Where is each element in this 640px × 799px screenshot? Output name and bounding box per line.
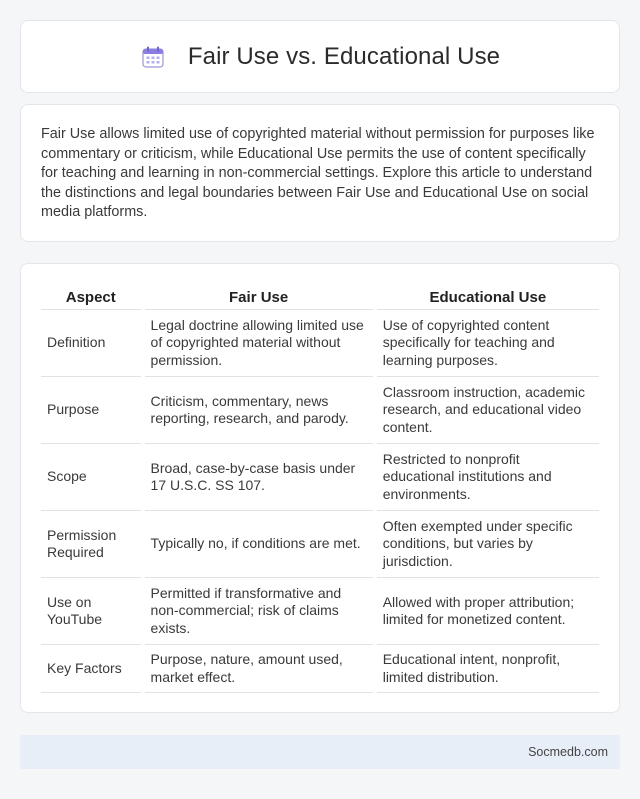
row-educational-use: Use of copyrighted content specifically for teaching and learning purposes. <box>377 310 599 377</box>
row-fair-use: Purpose, nature, amount used, market effect. <box>145 645 373 693</box>
header-aspect: Aspect <box>41 284 141 310</box>
page-title: Fair Use vs. Educational Use <box>187 42 501 70</box>
row-educational-use: Educational intent, nonprofit, limited distribution. <box>377 645 599 693</box>
row-aspect: Permission Required <box>41 511 141 578</box>
table-row <box>41 310 599 377</box>
comparison-table-card <box>20 263 620 713</box>
intro-card <box>20 104 620 242</box>
row-aspect: Use on YouTube <box>41 578 141 645</box>
footer-bar <box>20 735 620 769</box>
intro-paragraph: Fair Use allows limited use of copyrighted material without permission for purposes like commentary or criticism, while Educational Use permits the use of content specifically for teaching and learning in non-commercial settings. Explore this article to understand the distinctions and legal boundaries between Fair Use and Educational Use on social media platforms. <box>41 126 595 220</box>
row-fair-use: Legal doctrine allowing limited use of copyrighted material without permission. <box>145 310 373 377</box>
comparison-table <box>37 284 603 693</box>
table-row <box>41 578 599 645</box>
table-row <box>41 377 599 444</box>
row-aspect: Purpose <box>41 377 141 444</box>
header-fair-use: Fair Use <box>145 284 373 310</box>
row-fair-use: Broad, case-by-case basis under 17 U.S.C. SS 107. <box>145 444 373 511</box>
header-educational-use: Educational Use <box>377 284 599 310</box>
table-header-row <box>41 284 599 310</box>
row-educational-use: Allowed with proper attribution; limited for monetized content. <box>377 578 599 645</box>
table-row <box>41 444 599 511</box>
row-fair-use: Typically no, if conditions are met. <box>145 511 373 578</box>
calendar-icon <box>140 44 166 70</box>
footer-brand[interactable]: Socmedb.com <box>528 745 608 759</box>
row-aspect: Scope <box>41 444 141 511</box>
row-educational-use: Restricted to nonprofit educational institutions and environments. <box>377 444 599 511</box>
title-wrap <box>140 43 500 71</box>
row-educational-use: Classroom instruction, academic research, and educational video content. <box>377 377 599 444</box>
row-aspect: Key Factors <box>41 645 141 693</box>
row-fair-use: Criticism, commentary, news reporting, research, and parody. <box>145 377 373 444</box>
title-card <box>20 20 620 93</box>
row-educational-use: Often exempted under specific conditions, but varies by jurisdiction. <box>377 511 599 578</box>
row-aspect: Definition <box>41 310 141 377</box>
table-row <box>41 645 599 693</box>
row-fair-use: Permitted if transformative and non-commercial; risk of claims exists. <box>145 578 373 645</box>
table-row <box>41 511 599 578</box>
